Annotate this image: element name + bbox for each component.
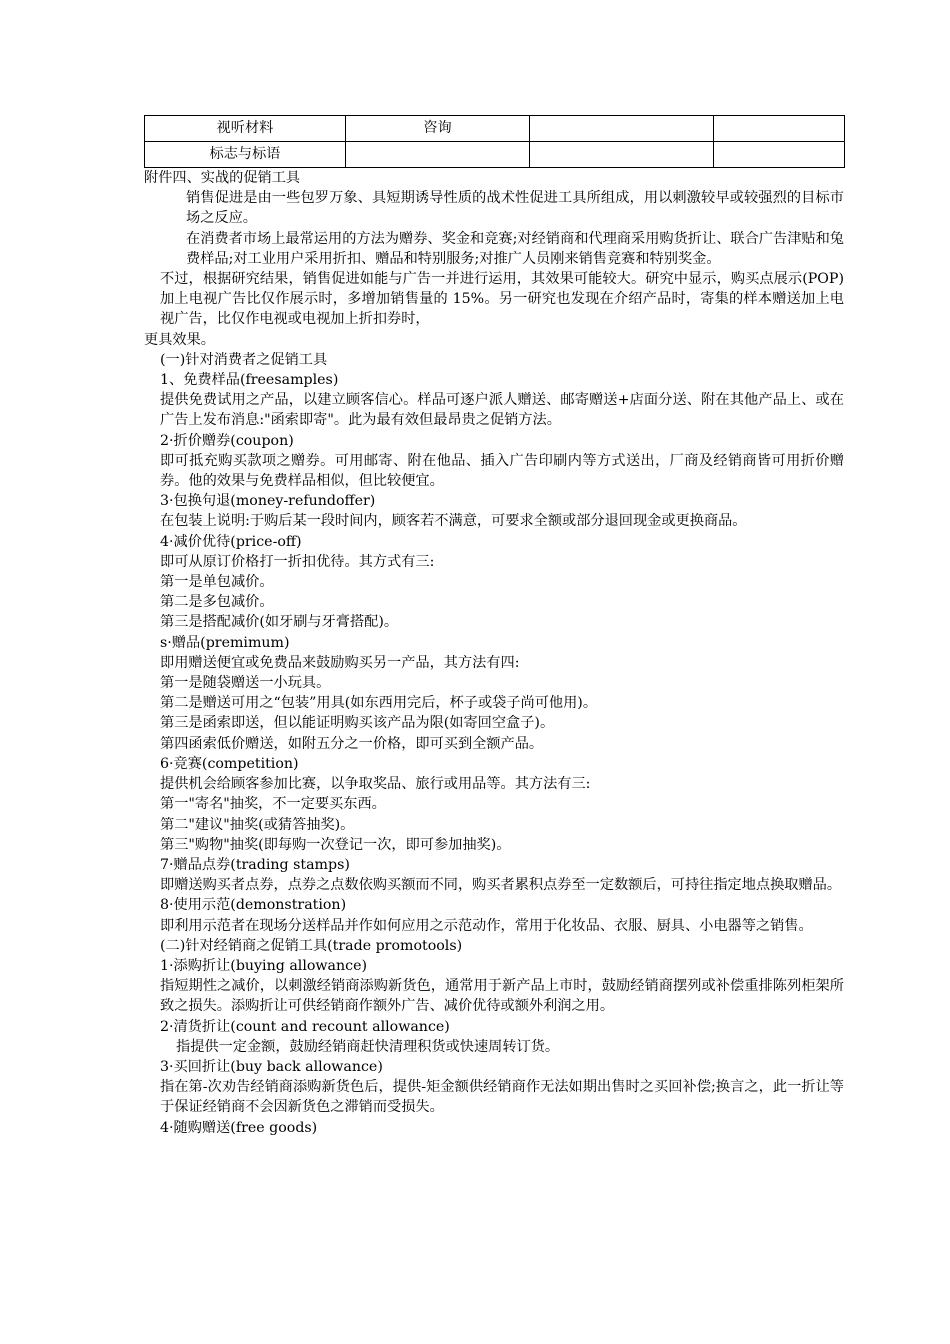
paragraph: 更具效果。 [144, 331, 215, 348]
table-row [145, 116, 845, 142]
paragraph: 第一是随袋赠送一小玩具。 [160, 675, 331, 692]
paragraph: 第三是函索即送，但以能证明购买该产品为限(如寄回空盒子)。 [160, 715, 555, 732]
document-page [144, 115, 844, 1138]
paragraph: 提供免费试用之产品，以建立顾客信心。样品可逐户派人赠送、邮寄赠送+店面分送、附在其他产品上、或在广告上发布消息:"函索即寄"。此为最有效但最昂贵之促销方法。 [160, 392, 844, 429]
paragraph: 第四函索低价赠送，如附五分之一价格，即可买到全额产品。 [160, 735, 544, 752]
table-row [145, 142, 845, 168]
paragraph: 指短期性之减价，以刺激经销商添购新货色，通常用于新产品上市时，鼓励经销商摆列或补偿重排陈列柜架所致之损失。添购折让可供经销商作额外广告、减价优待或额外利润之用。 [160, 978, 844, 1015]
paragraph: 即利用示范者在现场分送样品并作如何应用之示范动作，常用于化妆品、衣服、厨具、小电器等之销售。 [160, 917, 813, 934]
paragraph: 即可抵充购买款项之赠券。可用邮寄、附在他品、插入广告印刷内等方式送出，厂商及经销商皆可用折价赠券。他的效果与免费样品相似，但比较便宜。 [160, 452, 844, 490]
paragraph: 第二是多包减价。 [160, 594, 274, 611]
paragraph: 第三是搭配减价(如牙刷与牙膏搭配)。 [160, 614, 399, 631]
paragraph: 4·减价优待(price-off) [160, 533, 302, 550]
table-cell: 标志与标语 [145, 142, 346, 168]
paragraph: 第二"建议"抽奖(或猜答抽奖)。 [160, 816, 355, 833]
table-cell [714, 116, 845, 142]
paragraph: 不过，根据研究结果，销售促进如能与广告一并进行运用，其效果可能较大。研究中显示，购买点展示(POP)加上电视广告比仅作展示时，多增加销售量的 15%。另一研究也发现在介绍产品时，寄集的样本赠送加上电视广告，比仅作电视或电视加上折扣券时， [160, 271, 844, 328]
paragraph: 1、免费样品(freesamples) [160, 372, 339, 389]
body-text [144, 168, 844, 1138]
paragraph: 2·折价赠券(coupon) [160, 432, 294, 449]
paragraph: 即赠送购买者点券，点券之点数依购买额而不同，购买者累积点券至一定数额后，可持往指定地点换取赠品。 [160, 877, 842, 894]
table-cell: 视听材料 [145, 116, 346, 142]
table-cell [530, 142, 714, 168]
media-table [144, 115, 845, 168]
paragraph: 指提供一定金额，鼓励经销商赶快清理积货或快速周转订货。 [176, 1038, 560, 1055]
paragraph: 第三"购物"抽奖(即每购一次登记一次，即可参加抽奖)。 [160, 836, 511, 853]
paragraph: 3·买回折让(buy back allowance) [160, 1058, 383, 1075]
paragraph: 3·包换句退(money-refundoffer) [160, 493, 376, 510]
paragraph: 提供机会给顾客参加比赛，以争取奖品、旅行或用品等。其方法有三: [160, 776, 591, 793]
paragraph: 指在第-次劝告经销商添购新货色后，提供-矩金额供经销商作无法如期出售时之买回补偿;换言之，此一折让等于保证经销商不会因新货色之滞销而受损失。 [160, 1079, 844, 1116]
paragraph: 销售促进是由一些包罗万象、具短期诱导性质的战术性促进工具所组成，用以刺激较早或较强烈的目标市场之反应。 [186, 190, 844, 227]
paragraph: 即可从原订价格打一折扣优待。其方式有三: [160, 553, 435, 570]
paragraph: 在包装上说明:于购后某一段时间内，顾客若不满意，可要求全额或部分退回现金或更换商品。 [160, 513, 747, 530]
table-cell: 咨询 [346, 116, 530, 142]
paragraph: 即用赠送便宜或免费品来鼓励购买另一产品，其方法有四: [160, 654, 520, 671]
paragraph: 2·清货折让(count and recount allowance) [160, 1018, 450, 1035]
paragraph: 7·赠品点券(trading stamps) [160, 856, 350, 873]
paragraph: 6·竞赛(competition) [160, 755, 299, 772]
paragraph: 在消费者市场上最常运用的方法为赠券、奖金和竞赛;对经销商和代理商采用购货折让、联合广告津贴和兔费样品;对工业用户采用折扣、赠品和特别服务;对推广人员刚来销售竞赛和特别奖金。 [186, 230, 844, 267]
paragraph: 第二是赠送可用之“包装”用具(如东西用完后，杯子或袋子尚可他用)。 [160, 695, 598, 712]
paragraph: (一)针对消费者之促销工具 [160, 351, 328, 368]
table-cell [714, 142, 845, 168]
paragraph: (二)针对经销商之促销工具(trade promotools) [160, 937, 463, 954]
paragraph: s·赠品(premimum) [160, 634, 290, 651]
paragraph: 1·添购折让(buying allowance) [160, 957, 368, 974]
table-cell [346, 142, 530, 168]
paragraph: 4·随购赠送(free goods) [160, 1119, 318, 1136]
paragraph: 8·使用示范(demonstration) [160, 897, 347, 914]
table-cell [530, 116, 714, 142]
paragraph: 第一是单包减价。 [160, 574, 274, 591]
paragraph: 附件四、实战的促销工具 [144, 170, 301, 186]
paragraph: 第一"寄名"抽奖，不一定要买东西。 [160, 796, 386, 813]
